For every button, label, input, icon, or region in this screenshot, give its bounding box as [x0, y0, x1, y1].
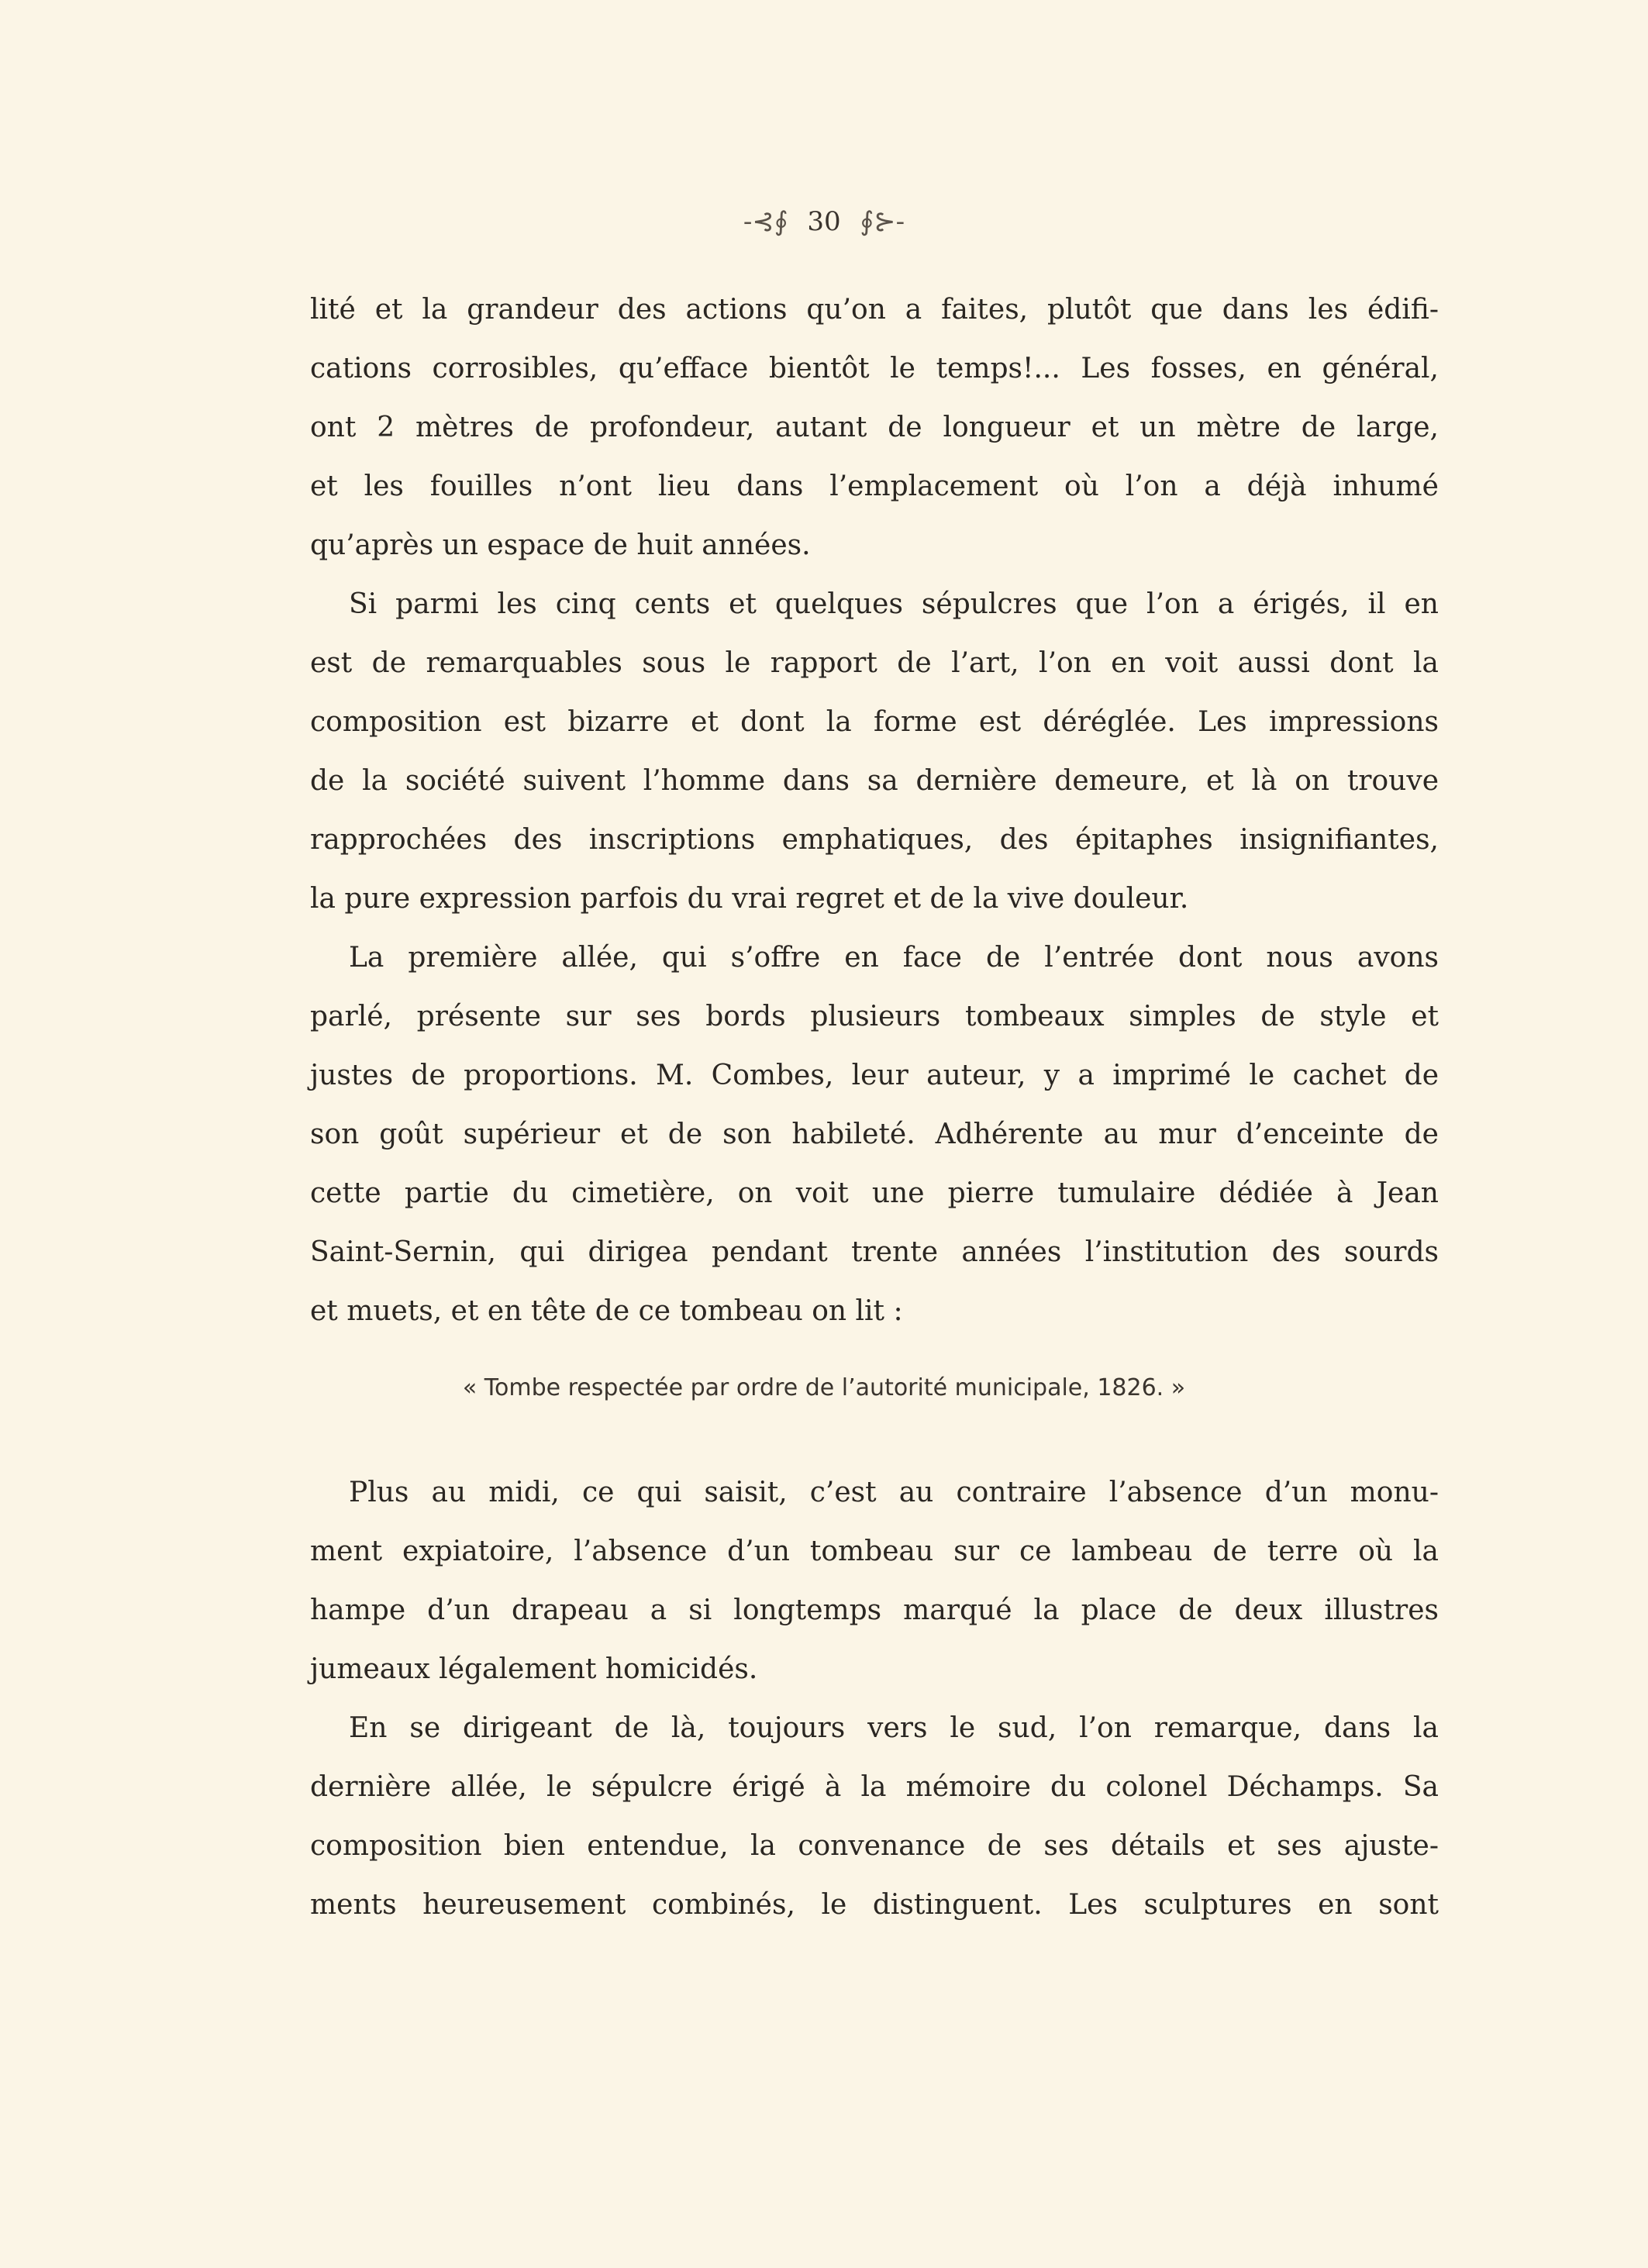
ornament-right-icon: ∮⊱- [860, 206, 905, 237]
text-line: son goût supérieur et de son habileté. Adhérente au mur d’enceinte de [310, 1118, 1439, 1150]
ornament-left-icon: -⊰∮ [743, 206, 788, 237]
text-line: de la société suivent l’homme dans sa dernière demeure, et là on trouve [310, 765, 1439, 797]
page-number: 30 [807, 206, 841, 237]
text-line: Plus au midi, ce qui saisit, c’est au contraire l’absence d’un monu- [349, 1477, 1439, 1508]
text-line: lité et la grandeur des actions qu’on a faites, plutôt que dans les édifi- [310, 294, 1439, 326]
text-line: cette partie du cimetière, on voit une pierre tumulaire dédiée à Jean [310, 1177, 1439, 1209]
text-line: parlé, présente sur ses bords plusieurs tombeaux simples de style et [310, 1001, 1439, 1032]
text-line: ments heureusement combinés, le distinguent. Les sculptures en sont [310, 1889, 1439, 1921]
text-line: La première allée, qui s’offre en face de l’entrée dont nous avons [349, 942, 1439, 974]
text-line: est de remarquables sous le rapport de l’art, l’on en voit aussi dont la [310, 647, 1439, 679]
text-line: Saint-Sernin, qui dirigea pendant trente années l’institution des sourds [310, 1236, 1439, 1268]
text-line: En se dirigeant de là, toujours vers le sud, l’on remarque, dans la [349, 1712, 1439, 1744]
text-line: dernière allée, le sépulcre érigé à la mémoire du colonel Déchamps. Sa [310, 1771, 1439, 1803]
text-line: Si parmi les cinq cents et quelques sépulcres que l’on a érigés, il en [349, 588, 1439, 620]
page-header [0, 203, 1648, 240]
text-line: justes de proportions. M. Combes, leur auteur, y a imprimé le cachet de [310, 1060, 1439, 1091]
text-line: la pure expression parfois du vrai regret et de la vive douleur. [310, 883, 1189, 915]
body-text-block-2 [310, 1463, 1439, 1935]
text-line: rapprochées des inscriptions emphatiques, des épitaphes insignifiantes, [310, 824, 1439, 856]
text-line: ont 2 mètres de profondeur, autant de longueur et un mètre de large, [310, 412, 1439, 443]
text-line: composition est bizarre et dont la forme est déréglée. Les impressions [310, 706, 1439, 738]
text-line: hampe d’un drapeau a si longtemps marqué la place de deux illustres [310, 1594, 1439, 1626]
body-text-block-1 [310, 281, 1439, 1341]
text-line: ment expiatoire, l’absence d’un tombeau sur ce lambeau de terre où la [310, 1536, 1439, 1567]
text-line: composition bien entendue, la convenance de ses détails et ses ajuste- [310, 1830, 1439, 1862]
text-line: cations corrosibles, qu’efface bientôt le temps!... Les fosses, en général, [310, 353, 1439, 384]
text-line: et muets, et en tête de ce tombeau on lit : [310, 1295, 903, 1327]
text-line: et les fouilles n’ont lieu dans l’emplacement où l’on a déjà inhumé [310, 470, 1439, 502]
text-line: jumeaux légalement homicidés. [310, 1653, 758, 1685]
epitaph-quote: « Tombe respectée par ordre de l’autorité municipale, 1826. » [462, 1374, 1186, 1401]
text-line: qu’après un espace de huit années. [310, 529, 811, 561]
